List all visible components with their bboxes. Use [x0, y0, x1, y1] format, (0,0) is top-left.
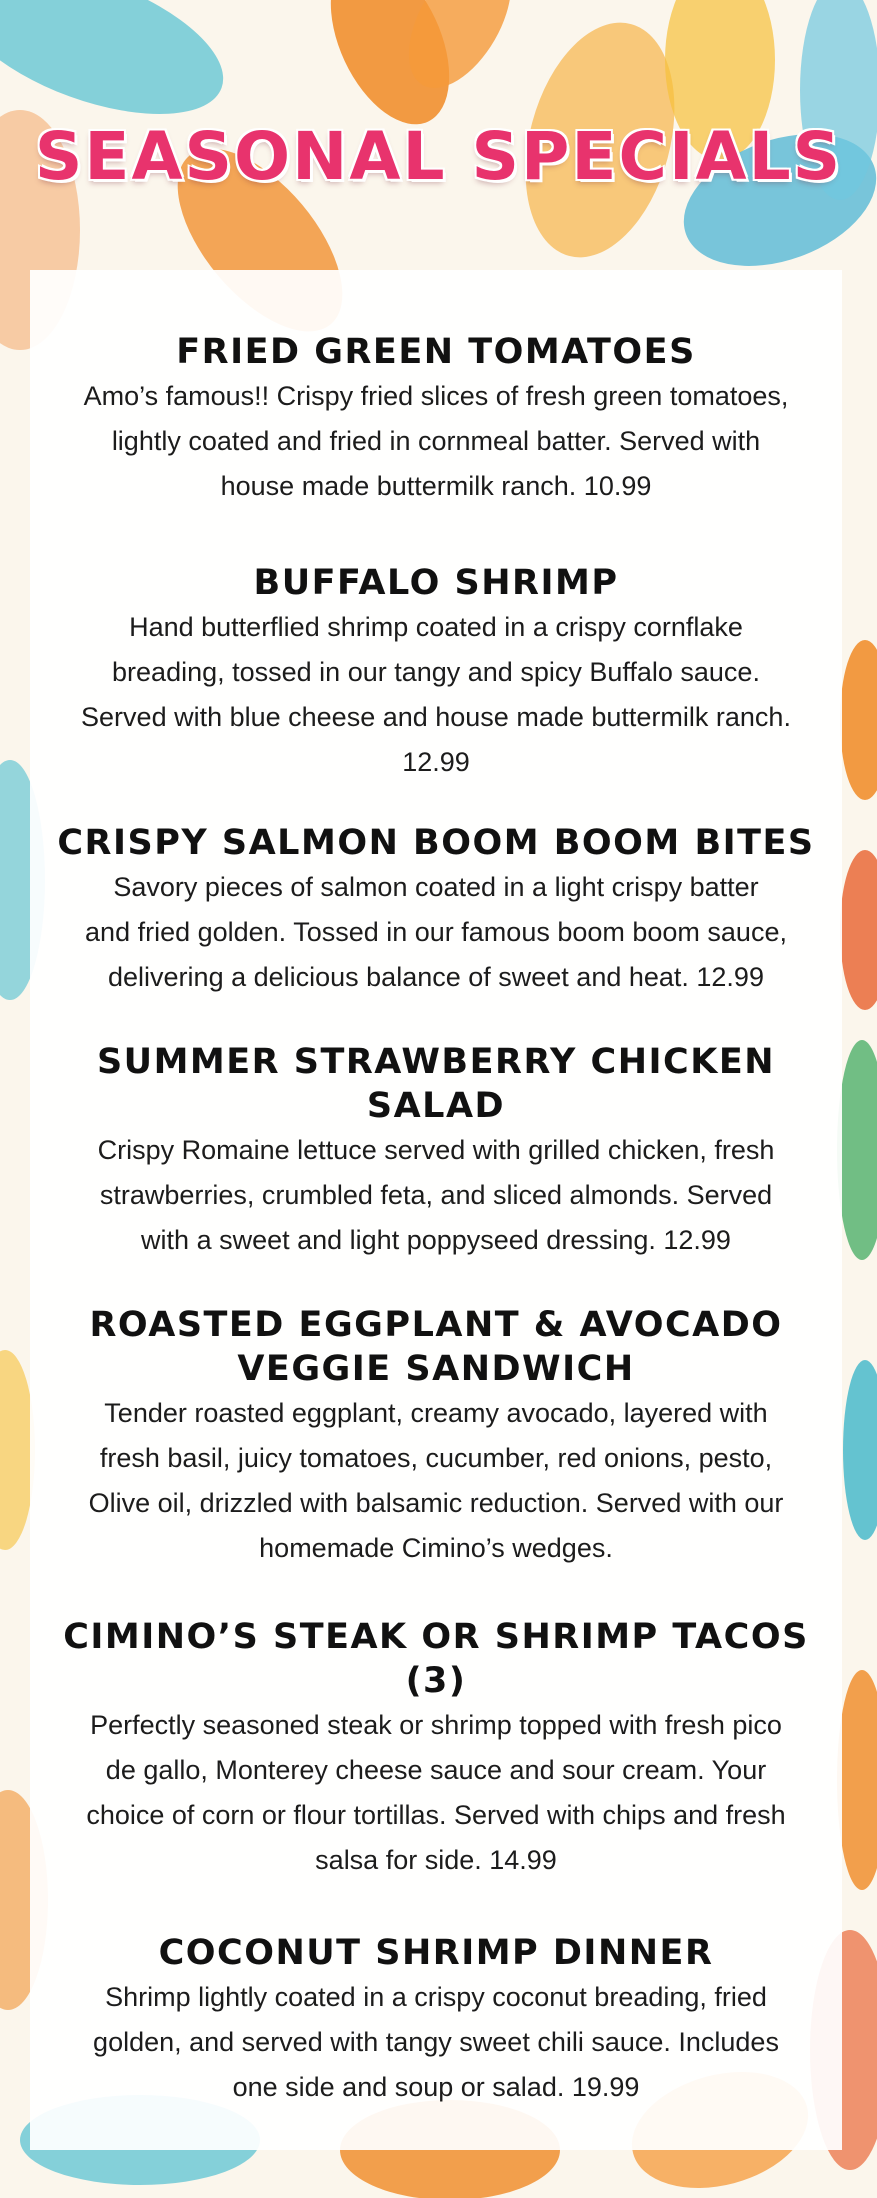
menu-item-name: BUFFALO SHRIMP: [253, 563, 619, 603]
menu-item-name: ROASTED EGGPLANT & AVOCADO VEGGIE SANDWICH: [89, 1305, 783, 1389]
menu-item: [30, 821, 842, 1000]
menu-item: [30, 1303, 842, 1571]
menu-item: [30, 1615, 842, 1883]
menu-item: [30, 561, 842, 785]
menu-item: [30, 330, 842, 509]
menu-item-description: Savory pieces of salmon coated in a light crispy batter and fried golden. Tossed in our famous boom boom sauce, delivering a delicious balance of sweet and heat. 12.99: [85, 872, 787, 992]
menu-item-description: Amo’s famous!! Crispy fried slices of fresh green tomatoes, lightly coated and fried in cornmeal batter. Served with house made buttermilk ranch. 10.99: [83, 381, 789, 501]
menu-item-name: CIMINO’S STEAK OR SHRIMP TACOS (3): [63, 1617, 809, 1701]
menu-item: [30, 1931, 842, 2110]
menu-item-description: Perfectly seasoned steak or shrimp topped with fresh pico de gallo, Monterey cheese sauce and sour cream. Your choice of corn or flour tortillas. Served with chips and fresh salsa for side. 14.99: [86, 1710, 786, 1875]
menu-item: [30, 1040, 842, 1263]
menu-item-description: Crispy Romaine lettuce served with grilled chicken, fresh strawberries, crumbled feta, and sliced almonds. Served with a sweet and light poppyseed dressing. 12.99: [97, 1135, 775, 1255]
menu-item-name: FRIED GREEN TOMATOES: [176, 332, 696, 372]
menu-item-name: SUMMER STRAWBERRY CHICKEN SALAD: [96, 1042, 776, 1126]
menu-item-description: Hand butterflied shrimp coated in a crispy cornflake breading, tossed in our tangy and spicy Buffalo sauce. Served with blue cheese and house made buttermilk ranch. 12.99: [81, 612, 791, 777]
menu-item-name: CRISPY SALMON BOOM BOOM BITES: [57, 823, 815, 863]
menu-item-name: COCONUT SHRIMP DINNER: [158, 1933, 714, 1973]
menu-item-description: Shrimp lightly coated in a crispy coconut breading, fried golden, and served with tangy sweet chili sauce. Includes one side and soup or salad. 19.99: [93, 1982, 779, 2102]
page-title: SEASONAL SPECIALS: [34, 118, 843, 195]
menu-list: [30, 330, 842, 2110]
menu-item-description: Tender roasted eggplant, creamy avocado, layered with fresh basil, juicy tomatoes, cucumber, red onions, pesto, Olive oil, drizzled with balsamic reduction. Served with our homemade Cimino’s wedges.: [88, 1398, 784, 1563]
